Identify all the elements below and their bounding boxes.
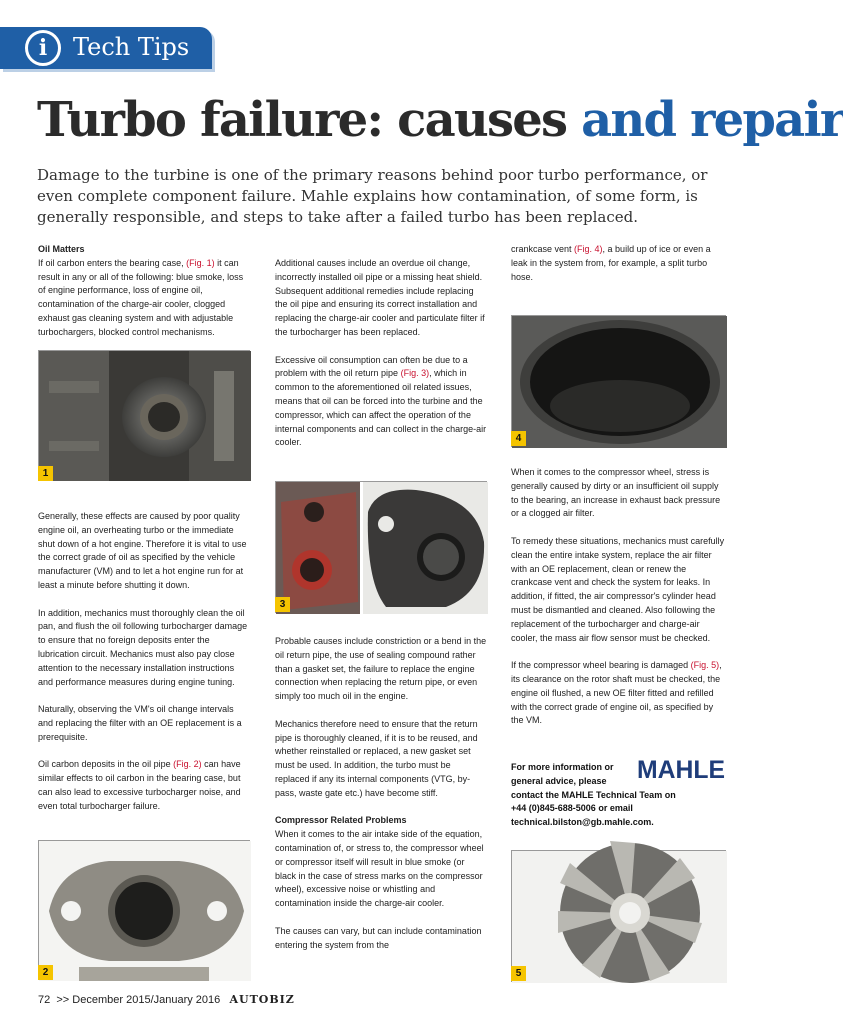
column-2-bottom — [275, 635, 487, 966]
turbo-bearing-case-image — [39, 351, 251, 481]
heading-oil-matters: Oil Matters — [38, 244, 85, 254]
section-tab — [0, 27, 212, 69]
section-label: Tech Tips — [73, 33, 190, 61]
figure-number-badge: 4 — [511, 431, 526, 446]
contact-email[interactable]: technical.bilston@gb.mahle.com. — [511, 817, 654, 828]
column-2-top — [275, 257, 487, 464]
paragraph: If the compressor wheel bearing is damaged (Fig. 5), its clearance on the rotor shaft must be checked, the engine oil flushed, a new OE filter fitted and refilled with the correct grade of engine oil, as specified by the VM. — [511, 660, 722, 726]
paragraph: If oil carbon enters the bearing case, (Fig. 1) it can result in any or all of the following: blue smoke, loss of engine performance, loss of engine oil, contamination of the charge-air cooler, clogged exhaust gas cleaning system and with adjustable turbochargers, blocked control mechanisms. — [38, 257, 244, 337]
compressor-housing-image — [512, 316, 727, 448]
figure-number-badge: 2 — [38, 965, 53, 980]
figure-ref: (Fig. 1) — [186, 257, 215, 268]
paragraph: Excessive oil consumption can often be due to a problem with the oil return pipe (Fig. 3), which in common to the aforementioned oil related issues, means that oil can be forced into the turbine and the compressor, which can affect the operation of the internal components and can collect in the charge-air cooler. — [275, 354, 487, 448]
figure-ref: (Fig. 2) — [173, 759, 202, 770]
figure-5-photo — [511, 850, 726, 982]
heading-compressor-problems: Compressor Related Problems — [275, 815, 407, 826]
column-3-top — [511, 243, 726, 298]
figure-ref: (Fig. 5) — [690, 660, 720, 671]
svg-text:MAHLE: MAHLE — [637, 756, 725, 784]
column-1-top — [38, 243, 250, 353]
oil-pipe-flange-image — [39, 841, 251, 981]
page-footer — [38, 993, 295, 1007]
footer-arrows: >> — [56, 994, 70, 1006]
issue-date: December 2015/January 2016 — [72, 994, 221, 1006]
column-1-middle — [38, 510, 250, 827]
figure-2-photo — [38, 840, 250, 980]
paragraph: The causes can vary, but can include contamination entering the system from the — [275, 925, 482, 950]
figure-number-badge: 5 — [511, 966, 526, 981]
paragraph: When it comes to the compressor wheel, stress is generally caused by dirty or an insufficient oil supply to the bearing, an increase in exhaust back pressure or a clogged air filter. — [511, 467, 721, 519]
figure-number-badge: 3 — [275, 597, 290, 612]
paragraph: In addition, mechanics must thoroughly clean the oil pan, and flush the oil following turbocharger damage to ensure that no foreign deposits enter the lubrication circuit. Mechanics must also pay close attention to the necessary installation instructions and performance measures during engine tuning. — [38, 607, 248, 687]
title-accent: and repair — [581, 92, 843, 148]
info-icon: i — [25, 30, 61, 66]
paragraph: crankcase vent (Fig. 4), a build up of ice or even a leak in the system from, for example, a split turbo hose. — [511, 244, 711, 282]
paragraph: Generally, these effects are caused by poor quality engine oil, an overheating turbo or the immediate shut down of a hot engine. Therefore it is vital to use the correct grade of oil as specified by the vehicle manufacturer (VM) and to let a hot engine run for at least a minute before shutting it down. — [38, 511, 247, 590]
figure-ref: (Fig. 4) — [574, 244, 603, 254]
paragraph: Naturally, observing the VM's oil change intervals and replacing the filter with an OE replacement is a prerequisite. — [38, 704, 242, 742]
standfirst: Damage to the turbine is one of the primary reasons behind poor turbo performance, or even complete component failure. Mahle explains how contamination, of some form, is generally responsible, and steps to take after a failed turbo has been replaced. — [37, 166, 708, 226]
paragraph: Mechanics therefore need to ensure that the return pipe is thoroughly cleaned, if it is to be reused, and whether reinstalled or replaced, a new gasket set must be used. In addition, the turbo must be replaced if any its internal components (VTG, by-pass, waste gate etc.) have become stiff. — [275, 718, 478, 798]
figure-1-photo — [38, 350, 250, 480]
paragraph: Probable causes include constriction or a bend in the oil return pipe, the use of sealing compound rather than a gasket set, the failure to replace the engine connection when replacing the return pipe, or even simply too much oil in the engine. — [275, 636, 487, 702]
mahle-logo — [636, 756, 726, 784]
paragraph: To remedy these situations, mechanics must carefully clean the entire intake system, replace the air filter with an OE replacement, clean or renew the crankcase vent and check the system for leaks. In addition, if fitted, the air compressor's cylinder head must be dismantled and cleaned. Also following the replacement of the turbocharger and charge-air cooler, the mass air flow sensor must be checked. — [511, 535, 725, 643]
column-3-middle — [511, 466, 726, 742]
paragraph: Oil carbon deposits in the oil pipe (Fig. 2) can have similar effects to oil carbon in the bearing case, but can also lead to excessive turbocharger noise, and even total turbocharger failure. — [38, 759, 241, 811]
figure-number-badge: 1 — [38, 466, 53, 481]
figure-3-photo — [275, 481, 487, 613]
compressor-wheel-image — [512, 851, 727, 983]
paragraph: When it comes to the air intake side of the equation, contamination of, or stress to, the compressor wheel or compressor itself will result in blue smoke (or black in the case of stress marks on the compressor wheel), excessive noise or whistling and contamination inside the charge-air cooler. — [275, 829, 484, 909]
page-title — [37, 88, 843, 152]
paragraph: Additional causes include an overdue oil change, incorrectly installed oil pipe or a missing heat shield. Subsequent additional remedies include replacing the oil pipe and ensuring its correct installation and replacing the charge-air cooler and particulate filter if the turbocharger has been replaced. — [275, 258, 485, 337]
magazine-name: AUTOBIZ — [229, 993, 295, 1006]
contact-info: For more information or general advice, please contact the MAHLE Technical Team on +44 (0)845-688-5006 or email technical.bilston@gb.mahle.com. — [511, 761, 711, 830]
figure-ref: (Fig. 3) — [400, 368, 430, 379]
oil-return-pipe-image — [276, 482, 488, 614]
title-main: Turbo failure: causes — [37, 92, 582, 148]
figure-4-photo — [511, 315, 726, 447]
page-number: 72 — [38, 994, 51, 1006]
